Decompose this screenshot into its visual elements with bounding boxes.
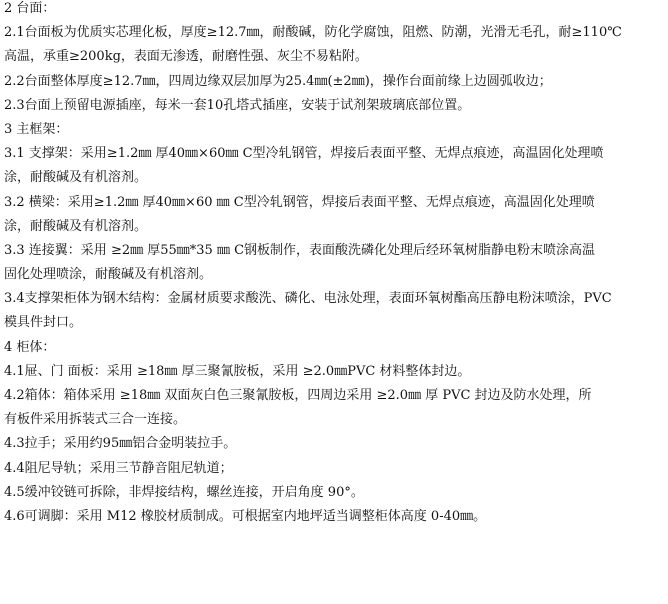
- paragraph-line: 4.2箱体：箱体采用 ≥18㎜ 双面灰白色三聚氰胺板，四周边采用 ≥2.0㎜ 厚 PVC 封边及防水处理，所: [4, 388, 592, 403]
- paragraph-line: 有板件采用拆装式三合一连接。: [4, 412, 187, 428]
- paragraph-line: 4.1屉、门 面板：采用 ≥18㎜ 厚三聚氰胺板，采用 ≥2.0㎜PVC 材料整体封边。: [4, 363, 471, 379]
- paragraph-line: 2.2台面整体厚度≥12.7㎜，四周边缘双层加厚为25.4㎜(±2㎜)，操作台面前缘上边圆弧收边；: [4, 73, 552, 89]
- section-heading-countertop: 2 台面：: [4, 1, 56, 16]
- paragraph-line: 3.4支撑架柜体为钢木结构：金属材质要求酸洗、磷化、电泳处理，表面环氧树酯高压静电粉沫喷涂，PVC: [4, 291, 612, 307]
- paragraph-line: 4.5缓冲铰链可拆除，非焊接结构，螺丝连接，开启角度 90°。: [4, 484, 364, 500]
- paragraph-line: 4.4阻尼导轨；采用三节静音阻尼轨道；: [4, 460, 233, 476]
- section-heading-main-frame: 3 主框架：: [4, 121, 69, 137]
- paragraph-line: 模具件封口。: [4, 315, 83, 331]
- paragraph-line: 4.3拉手；采用约95㎜铝合金明装拉手。: [4, 436, 237, 452]
- paragraph-line: 3.2 横梁：采用≥1.2㎜ 厚40㎜×60 ㎜ C型冷轧钢管，焊接后表面平整、无焊点痕迹，高温固化处理喷: [4, 194, 595, 210]
- paragraph-line: 固化处理喷涂，耐酸碱及有机溶剂。: [4, 267, 213, 283]
- paragraph-line: 4.6可调脚：采用 M12 橡胶材质制成。可根据室内地坪适当调整柜体高度 0-40㎜。: [4, 508, 487, 524]
- paragraph-line: 高温，承重≥200kg，表面无渗透，耐磨性强、灰尘不易粘附。: [4, 49, 368, 65]
- paragraph-line: 3.3 连接翼：采用 ≥2㎜ 厚55㎜*35 ㎜ C钢板制作，表面酸洗磷化处理后经环氧树脂静电粉末喷涂高温: [4, 242, 596, 258]
- paragraph-line: 涂，耐酸碱及有机溶剂。: [4, 218, 148, 234]
- paragraph-line: 2.1台面板为优质实芯理化板，厚度≥12.7㎜，耐酸碱，防化学腐蚀，阻燃、防潮，光滑无毛孔，耐≥110℃: [4, 25, 622, 41]
- paragraph-line: 涂，耐酸碱及有机溶剂。: [4, 170, 148, 186]
- section-heading-cabinet: 4 柜体：: [4, 339, 56, 355]
- paragraph-line: 3.1 支撑架：采用≥1.2㎜ 厚40㎜×60㎜ C型冷轧钢管，焊接后表面平整、无焊点痕迹，高温固化处理喷: [4, 146, 604, 162]
- paragraph-line: 2.3台面上预留电源插座，每米一套10孔塔式插座，安装于试剂架玻璃底部位置。: [4, 97, 471, 113]
